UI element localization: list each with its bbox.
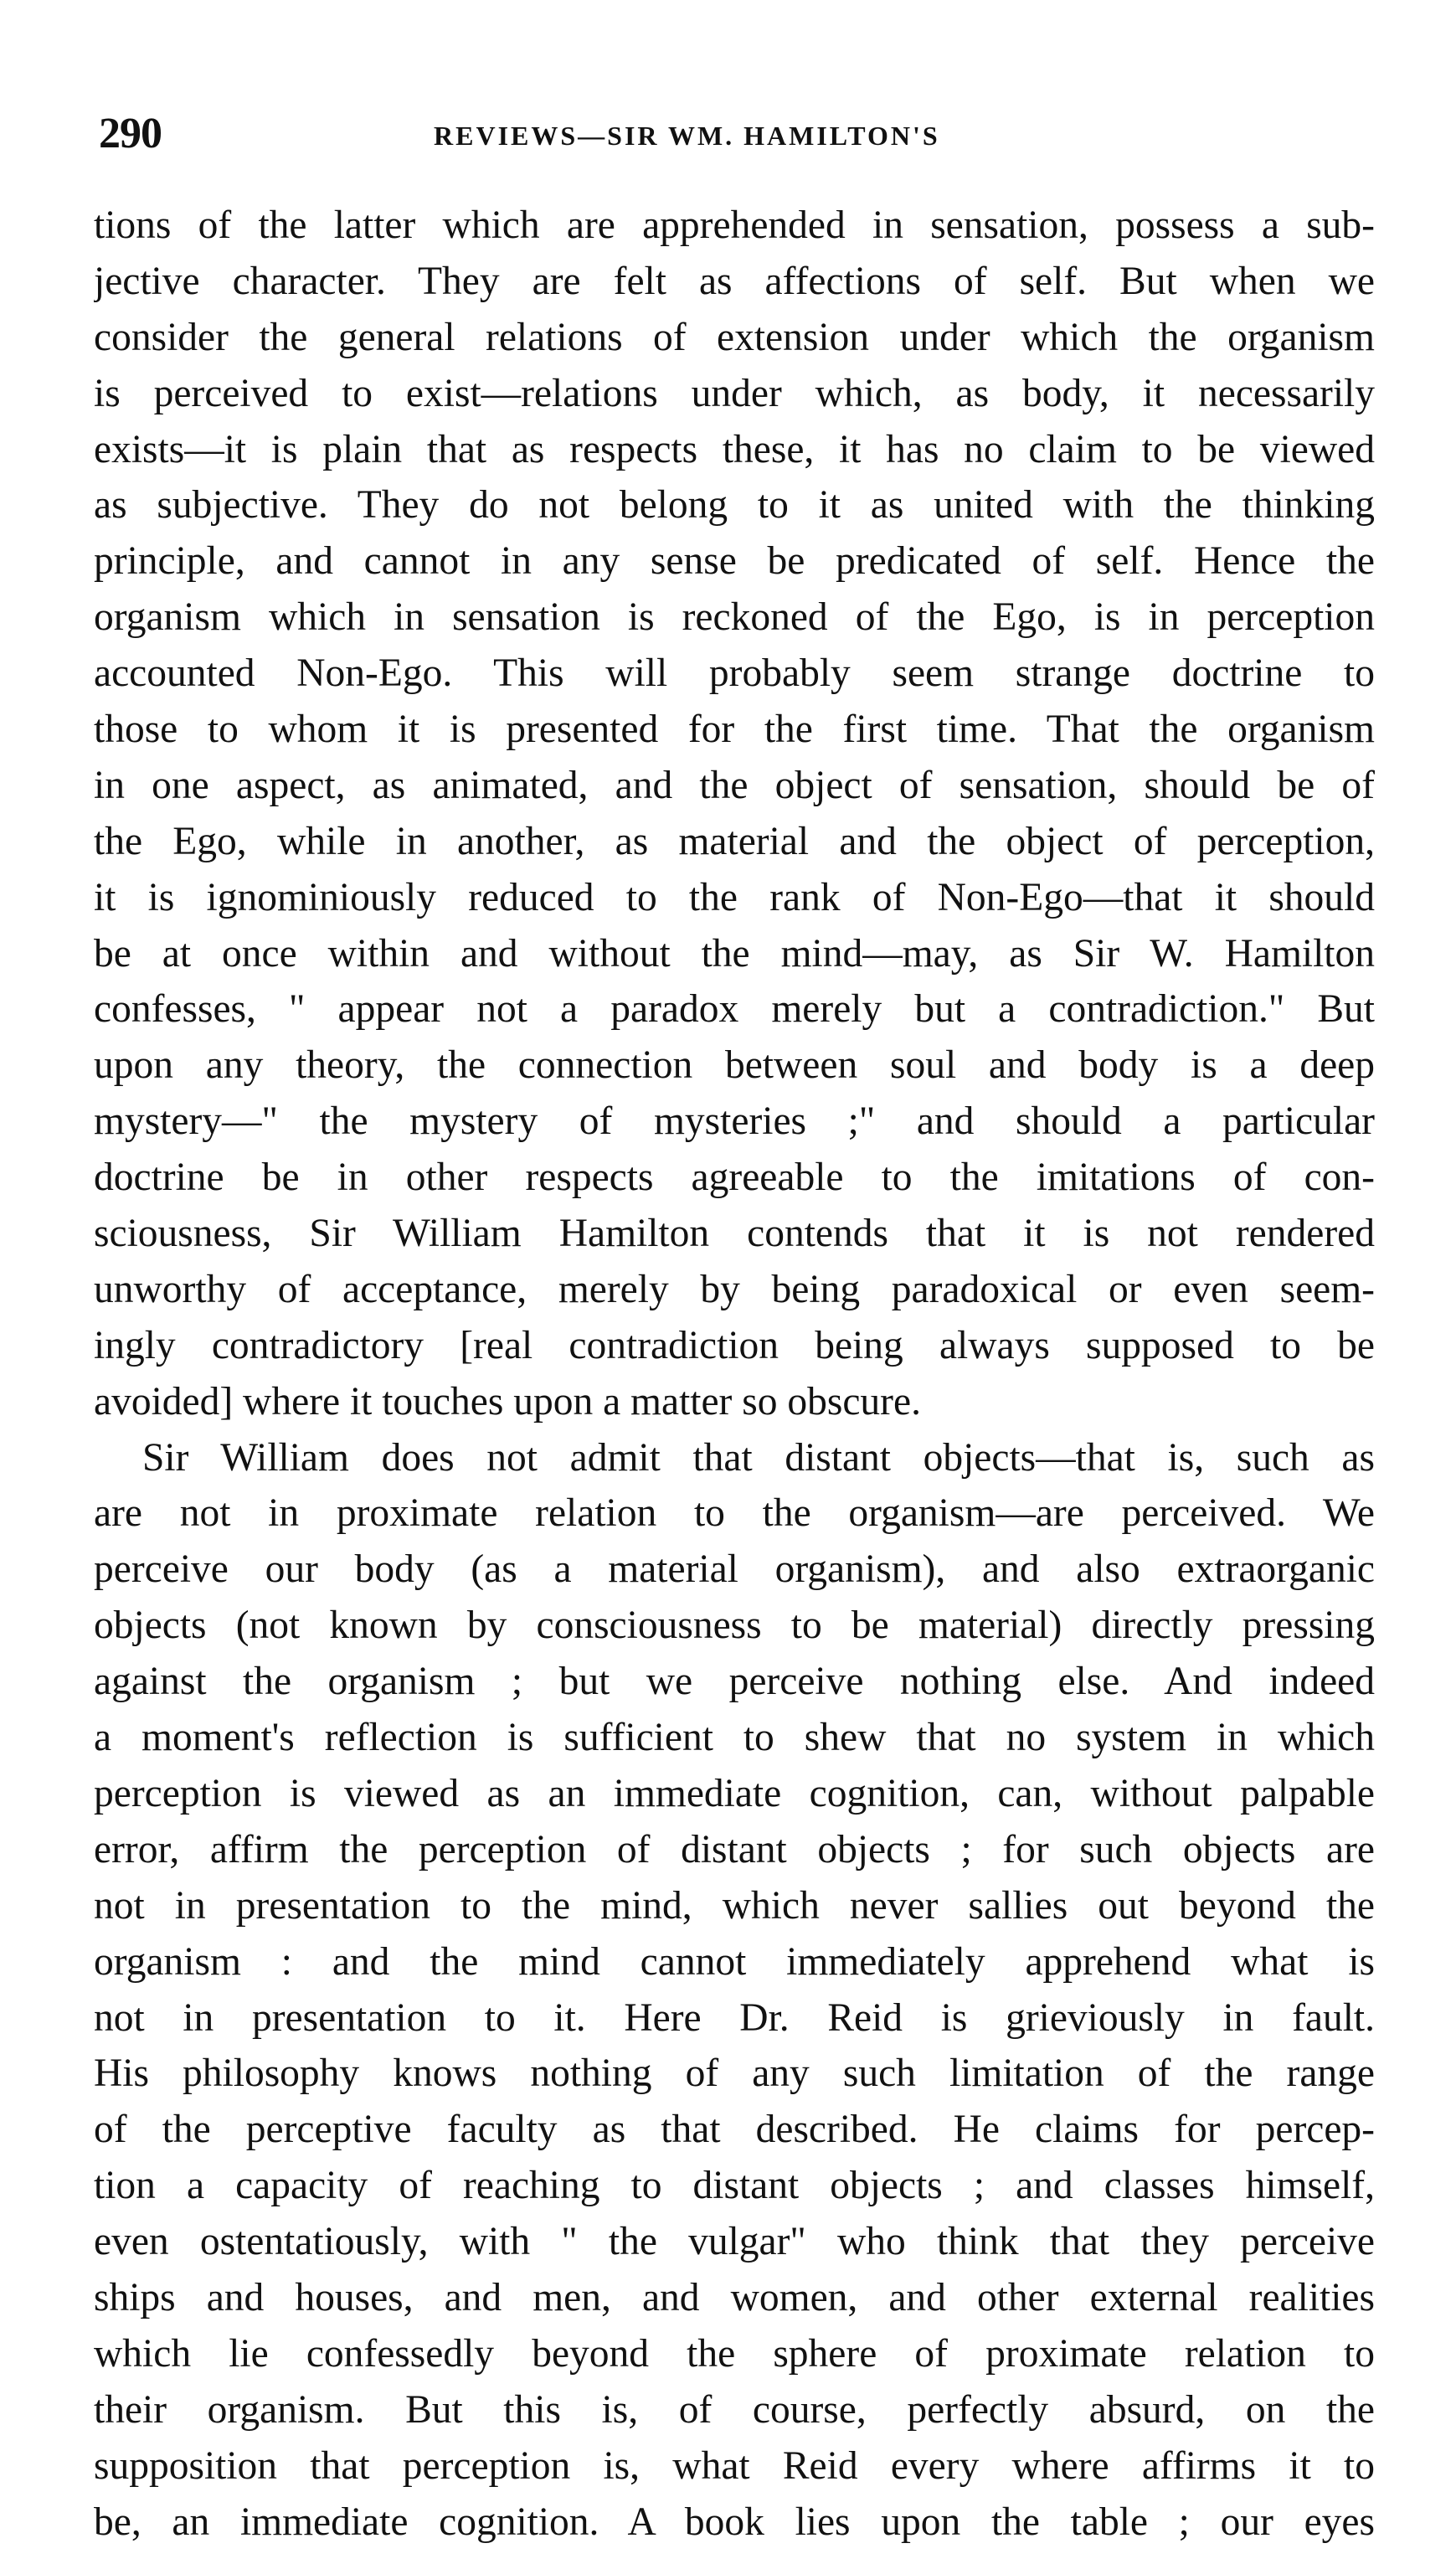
text-line: ingly contradictory [real contradiction being always supposed to be <box>94 1323 1375 1367</box>
body-text <box>94 198 1375 2550</box>
text-line: not in presentation to the mind, which never sallies out beyond the <box>94 1883 1375 1928</box>
text-line: jective character. They are felt as affections of self. But when we <box>94 259 1375 303</box>
text-line: organism : and the mind cannot immediately apprehend what is <box>94 1939 1375 1984</box>
text-line: against the organism ; but we perceive nothing else. And indeed <box>94 1660 1375 1704</box>
text-line: even ostentatiously, with " the vulgar" who think that they perceive <box>94 2220 1375 2264</box>
text-line: perception is viewed as an immediate cognition, can, without palpable <box>94 1771 1375 1815</box>
text-line: unworthy of acceptance, merely by being paradoxical or even seem- <box>94 1267 1375 1311</box>
text-line: the Ego, while in another, as material and the object of perception, <box>94 819 1375 863</box>
text-line: as subjective. They do not belong to it as united with the thinking <box>94 483 1375 528</box>
text-line: it is ignominiously reduced to the rank of Non-Ego—that it should <box>94 875 1375 919</box>
text-line: a moment's reflection is sufficient to shew that no system in which <box>94 1716 1375 1760</box>
text-line: avoided] where it touches upon a matter so obscure. <box>94 1379 921 1424</box>
text-line: be, an immediate cognition. A book lies upon the table ; our eyes <box>94 2499 1375 2544</box>
text-line: Sir William does not admit that distant objects—that is, such as <box>142 1435 1375 1480</box>
page-number: 290 <box>99 110 162 157</box>
text-line: sciousness, Sir William Hamilton contends that it is not rendered <box>94 1212 1375 1256</box>
text-line: of the perceptive faculty as that described. He claims for percep- <box>94 2108 1375 2152</box>
text-line: His philosophy knows nothing of any such limitation of the range <box>94 2052 1375 2096</box>
text-line: consider the general relations of extension under which the organism <box>94 315 1375 359</box>
paragraph-2 <box>94 1430 1375 2551</box>
text-line: tion a capacity of reaching to distant objects ; and classes himself, <box>94 2164 1375 2208</box>
text-line: supposition that perception is, what Reid every where affirms it to <box>94 2443 1375 2488</box>
text-line: error, affirm the perception of distant objects ; for such objects are <box>94 1827 1375 1871</box>
text-line: perceive our body (as a material organism), and also extraorganic <box>94 1547 1375 1592</box>
text-line: accounted Non-Ego. This will probably seem strange doctrine to <box>94 651 1375 696</box>
text-line: doctrine be in other respects agreeable to the imitations of con- <box>94 1156 1375 1200</box>
text-line: confesses, " appear not a paradox merely but a contradiction." But <box>94 987 1375 1032</box>
text-line: is perceived to exist—relations under which, as body, it necessarily <box>94 371 1375 415</box>
text-line: principle, and cannot in any sense be predicated of self. Hence the <box>94 539 1375 584</box>
running-title: REVIEWS—SIR WM. HAMILTON'S <box>434 121 940 151</box>
text-line: those to whom it is presented for the first time. That the organism <box>94 708 1375 752</box>
text-line: their organism. But this is, of course, perfectly absurd, on the <box>94 2387 1375 2432</box>
text-line: exists—it is plain that as respects these, it has no claim to be viewed <box>94 427 1375 471</box>
text-line: are not in proximate relation to the organism—are perceived. We <box>94 1491 1375 1536</box>
text-line: which lie confessedly beyond the sphere of proximate relation to <box>94 2331 1375 2376</box>
text-line: mystery—" the mystery of mysteries ;" and should a particular <box>94 1099 1375 1144</box>
text-line: tions of the latter which are apprehended in sensation, possess a sub- <box>94 203 1375 247</box>
text-line: ships and houses, and men, and women, and other external realities <box>94 2275 1375 2319</box>
text-line: upon any theory, the connection between soul and body is a deep <box>94 1043 1375 1088</box>
text-line: organism which in sensation is reckoned of the Ego, is in perception <box>94 595 1375 640</box>
text-line: in one aspect, as animated, and the object of sensation, should be of <box>94 763 1375 807</box>
running-head <box>99 109 1372 167</box>
text-line: be at once within and without the mind—may, as Sir W. Hamilton <box>94 931 1375 976</box>
paragraph-1 <box>94 198 1375 1430</box>
text-line: not in presentation to it. Here Dr. Reid is grieviously in fault. <box>94 1995 1375 2040</box>
text-line: objects (not known by consciousness to be material) directly pressing <box>94 1604 1375 1648</box>
